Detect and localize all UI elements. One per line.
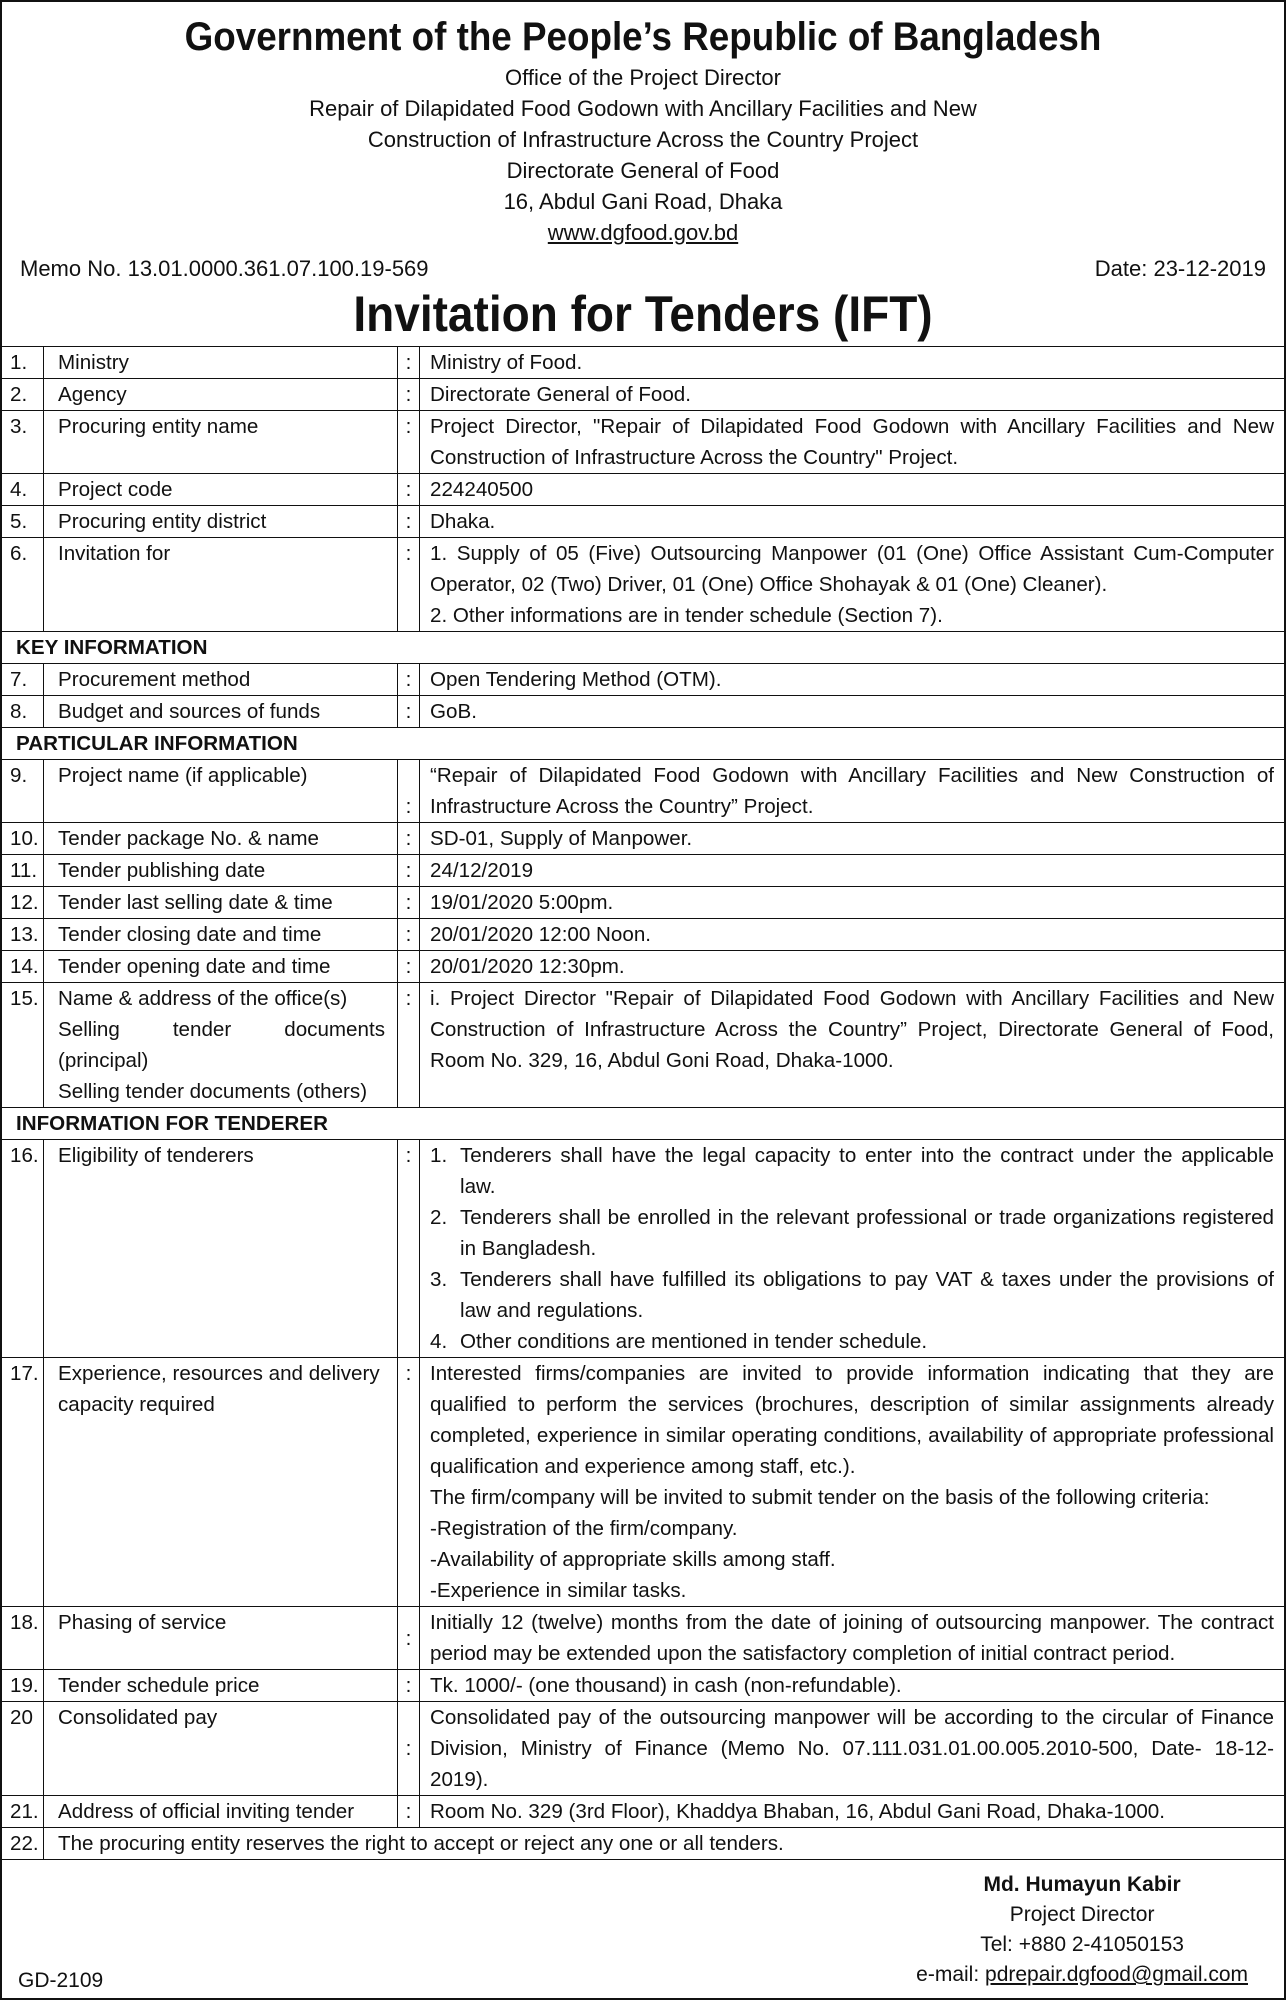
- signatory-designation: Project Director: [1009, 1903, 1155, 1926]
- row-value: 20/01/2020 12:00 Noon.: [420, 919, 1285, 951]
- table-row: [2, 887, 1284, 919]
- row-value: Consolidated pay of the outsourcing manpower will be according to the circular of Finance Division, Ministry of Finance (Memo No. 07.111.031.01.00.005.2010-500, Date- 18-12-2019).: [420, 1702, 1285, 1796]
- table-row: [2, 474, 1284, 506]
- row-label: Tender last selling date & time: [44, 887, 398, 919]
- row-colon: :: [398, 1670, 420, 1702]
- row-value: [420, 538, 1285, 632]
- row-number: 4.: [2, 474, 44, 506]
- row-colon: :: [398, 696, 420, 728]
- row-number: 21.: [2, 1796, 44, 1828]
- eligibility-item: 4. Other conditions are mentioned in tender schedule.: [430, 1330, 928, 1353]
- eligibility-item: 3. Tenderers shall have fulfilled its obligations to pay VAT & taxes under the provisions of law and regulations.: [430, 1268, 1274, 1322]
- row-value: Tk. 1000/- (one thousand) in cash (non-refundable).: [420, 1670, 1285, 1702]
- row-value: 224240500: [420, 474, 1285, 506]
- website-link[interactable]: www.dgfood.gov.bd: [547, 220, 739, 245]
- row-number: 17.: [2, 1358, 44, 1607]
- row-colon: :: [398, 538, 420, 632]
- eligibility-item: 2. Tenderers shall be enrolled in the relevant professional or trade organizations registered in Bangladesh.: [430, 1206, 1274, 1260]
- signatory-email-row: [916, 1960, 1248, 1990]
- table-row: [2, 951, 1284, 983]
- row-label: Agency: [44, 379, 398, 411]
- principal-label: Selling tender documents (principal): [58, 1018, 385, 1072]
- table-row: [2, 1828, 1284, 1860]
- section-row: [2, 1108, 1284, 1140]
- table-row: [2, 1140, 1284, 1358]
- section-heading: KEY INFORMATION: [2, 632, 1284, 664]
- row-number: 16.: [2, 1140, 44, 1358]
- table-row: [2, 1670, 1284, 1702]
- row-number: 15.: [2, 983, 44, 1108]
- row-colon: :: [398, 506, 420, 538]
- row-number: 1.: [2, 347, 44, 379]
- row-label: Ministry: [44, 347, 398, 379]
- row-label: Project code: [44, 474, 398, 506]
- row-label: Budget and sources of funds: [44, 696, 398, 728]
- row-number: 14.: [2, 951, 44, 983]
- experience-paragraph: Interested firms/companies are invited to provide information indicating that they are qualified to perform the services (brochures, description of similar assignments already completed, experience in similar operating conditions, availability of appropriate professional qualification and experience among staff, etc.).: [430, 1362, 1274, 1478]
- invitation-item: 1. Supply of 05 (Five) Outsourcing Manpower (01 (One) Office Assistant Cum-Computer Operator, 02 (Two) Driver, 01 (One) Office Shohayak & 01 (One) Cleaner).: [430, 542, 1274, 596]
- table-row: [2, 411, 1284, 474]
- row-label: Address of official inviting tender: [44, 1796, 398, 1828]
- table-row: [2, 696, 1284, 728]
- row-label: Tender opening date and time: [44, 951, 398, 983]
- email-link[interactable]: pdrepair.dgfood@gmail.com: [985, 1963, 1248, 1986]
- row-label: Procurement method: [44, 664, 398, 696]
- row-value: Ministry of Food.: [420, 347, 1285, 379]
- row-label: Tender closing date and time: [44, 919, 398, 951]
- row-value: Initially 12 (twelve) months from the date of joining of outsourcing manpower. The contract period may be extended upon the satisfactory completion of initial contract period.: [420, 1607, 1285, 1670]
- row-number: 8.: [2, 696, 44, 728]
- table-row: [2, 919, 1284, 951]
- row-colon: :: [398, 347, 420, 379]
- row-number: 6.: [2, 538, 44, 632]
- row-value: 24/12/2019: [420, 855, 1285, 887]
- criteria-intro: The firm/company will be invited to submit tender on the basis of the following criteria:: [430, 1486, 1210, 1509]
- section-row: [2, 728, 1284, 760]
- project-line-1: Repair of Dilapidated Food Godown with Ancillary Facilities and New: [309, 96, 977, 121]
- row-number: 10.: [2, 823, 44, 855]
- row-label: Tender publishing date: [44, 855, 398, 887]
- table-row: [2, 983, 1284, 1108]
- others-label: Selling tender documents (others): [58, 1080, 368, 1103]
- row-number: 20: [2, 1702, 44, 1796]
- office-label: Name & address of the office(s): [58, 987, 348, 1010]
- row-value: Project Director, "Repair of Dilapidated Food Godown with Ancillary Facilities and New Construction of Infrastructure Across the Country" Project.: [420, 411, 1285, 474]
- row-colon: :: [398, 474, 420, 506]
- row-colon: :: [398, 983, 420, 1108]
- row-colon: :: [398, 1607, 420, 1670]
- row-colon: :: [398, 760, 420, 823]
- row-number: 9.: [2, 760, 44, 823]
- row-number: 13.: [2, 919, 44, 951]
- row-value: “Repair of Dilapidated Food Godown with Ancillary Facilities and New Construction of Infrastructure Across the Country” Project.: [420, 760, 1285, 823]
- directorate-line: Directorate General of Food: [506, 158, 780, 183]
- row-value: Dhaka.: [420, 506, 1285, 538]
- row-colon: :: [398, 411, 420, 474]
- government-title: Government of the People’s Republic of Bangladesh: [184, 15, 1102, 59]
- row-label: Project name (if applicable): [44, 760, 398, 823]
- memo-row: [2, 254, 1284, 284]
- table-row: [2, 664, 1284, 696]
- memo-number: Memo No. 13.01.0000.361.07.100.19-569: [20, 256, 429, 281]
- row-number: 12.: [2, 887, 44, 919]
- row-number: 3.: [2, 411, 44, 474]
- row-colon: :: [398, 664, 420, 696]
- letterhead: [2, 12, 1284, 248]
- row-number: 18.: [2, 1607, 44, 1670]
- row-colon: :: [398, 1358, 420, 1607]
- invitation-item: 2. Other informations are in tender schedule (Section 7).: [430, 604, 943, 627]
- table-row: [2, 538, 1284, 632]
- signatory-phone: Tel: +880 2-41050153: [980, 1933, 1184, 1956]
- row-colon: :: [398, 823, 420, 855]
- row-colon: :: [398, 855, 420, 887]
- table-row: [2, 1702, 1284, 1796]
- row-colon: :: [398, 887, 420, 919]
- address-line: 16, Abdul Gani Road, Dhaka: [503, 189, 783, 214]
- row-value: Room No. 329 (3rd Floor), Khaddya Bhaban, 16, Abdul Gani Road, Dhaka-1000.: [420, 1796, 1285, 1828]
- row-value: GoB.: [420, 696, 1285, 728]
- row-colon: :: [398, 1796, 420, 1828]
- row-value: Open Tendering Method (OTM).: [420, 664, 1285, 696]
- criteria-item: -Availability of appropriate skills among staff.: [430, 1548, 836, 1571]
- row-value: [420, 1140, 1285, 1358]
- row-value: 19/01/2020 5:00pm.: [420, 887, 1285, 919]
- criteria-item: -Experience in similar tasks.: [430, 1579, 687, 1602]
- row-colon: :: [398, 1702, 420, 1796]
- row-label: [44, 983, 398, 1108]
- email-label: e-mail:: [916, 1963, 986, 1986]
- table-row: [2, 823, 1284, 855]
- footer-code: GD-2109: [18, 1969, 104, 1992]
- row-value: 20/01/2020 12:30pm.: [420, 951, 1285, 983]
- row-number: 22.: [2, 1828, 44, 1860]
- row-number: 19.: [2, 1670, 44, 1702]
- row-number: 11.: [2, 855, 44, 887]
- row-label: Tender package No. & name: [44, 823, 398, 855]
- row-value: SD-01, Supply of Manpower.: [420, 823, 1285, 855]
- row-label: Procuring entity district: [44, 506, 398, 538]
- eligibility-item: 1. Tenderers shall have the legal capacity to enter into the contract under the applicable law.: [430, 1144, 1274, 1198]
- row-number: 2.: [2, 379, 44, 411]
- row-colon: :: [398, 951, 420, 983]
- signatory-name: Md. Humayun Kabir: [983, 1873, 1181, 1896]
- row-colon: :: [398, 1140, 420, 1358]
- row-label: Procuring entity name: [44, 411, 398, 474]
- row-number: 7.: [2, 664, 44, 696]
- office-line: Office of the Project Director: [505, 65, 781, 90]
- row-label: Phasing of service: [44, 1607, 398, 1670]
- row-value: Directorate General of Food.: [420, 379, 1285, 411]
- row-label: Invitation for: [44, 538, 398, 632]
- table-row: [2, 1358, 1284, 1607]
- memo-date: Date: 23-12-2019: [1094, 256, 1266, 281]
- row-label: Experience, resources and delivery capacity required: [44, 1358, 398, 1607]
- row-value: The procuring entity reserves the right to accept or reject any one or all tenders.: [44, 1828, 1285, 1860]
- table-row: [2, 347, 1284, 379]
- row-value: i. Project Director "Repair of Dilapidated Food Godown with Ancillary Facilities and New Construction of Infrastructure Across the Country” Project, Directorate General of Food, Room No. 329, 16, Abdul Goni Road, Dhaka-1000.: [420, 983, 1285, 1108]
- section-heading: INFORMATION FOR TENDERER: [2, 1108, 1284, 1140]
- table-row: [2, 760, 1284, 823]
- table-row: [2, 1796, 1284, 1828]
- signature-block: [916, 1870, 1248, 1990]
- notice-title: Invitation for Tenders (IFT): [353, 286, 933, 342]
- table-row: [2, 1607, 1284, 1670]
- table-row: [2, 855, 1284, 887]
- row-label: Tender schedule price: [44, 1670, 398, 1702]
- row-value: [420, 1358, 1285, 1607]
- row-label: Eligibility of tenderers: [44, 1140, 398, 1358]
- row-label: Consolidated pay: [44, 1702, 398, 1796]
- row-colon: :: [398, 919, 420, 951]
- criteria-item: -Registration of the firm/company.: [430, 1517, 738, 1540]
- table-row: [2, 379, 1284, 411]
- row-number: 5.: [2, 506, 44, 538]
- tender-details-table: [2, 346, 1284, 1860]
- project-line-2: Construction of Infrastructure Across the Country Project: [367, 127, 919, 152]
- table-row: [2, 506, 1284, 538]
- row-colon: :: [398, 379, 420, 411]
- section-heading: PARTICULAR INFORMATION: [2, 728, 1284, 760]
- section-row: [2, 632, 1284, 664]
